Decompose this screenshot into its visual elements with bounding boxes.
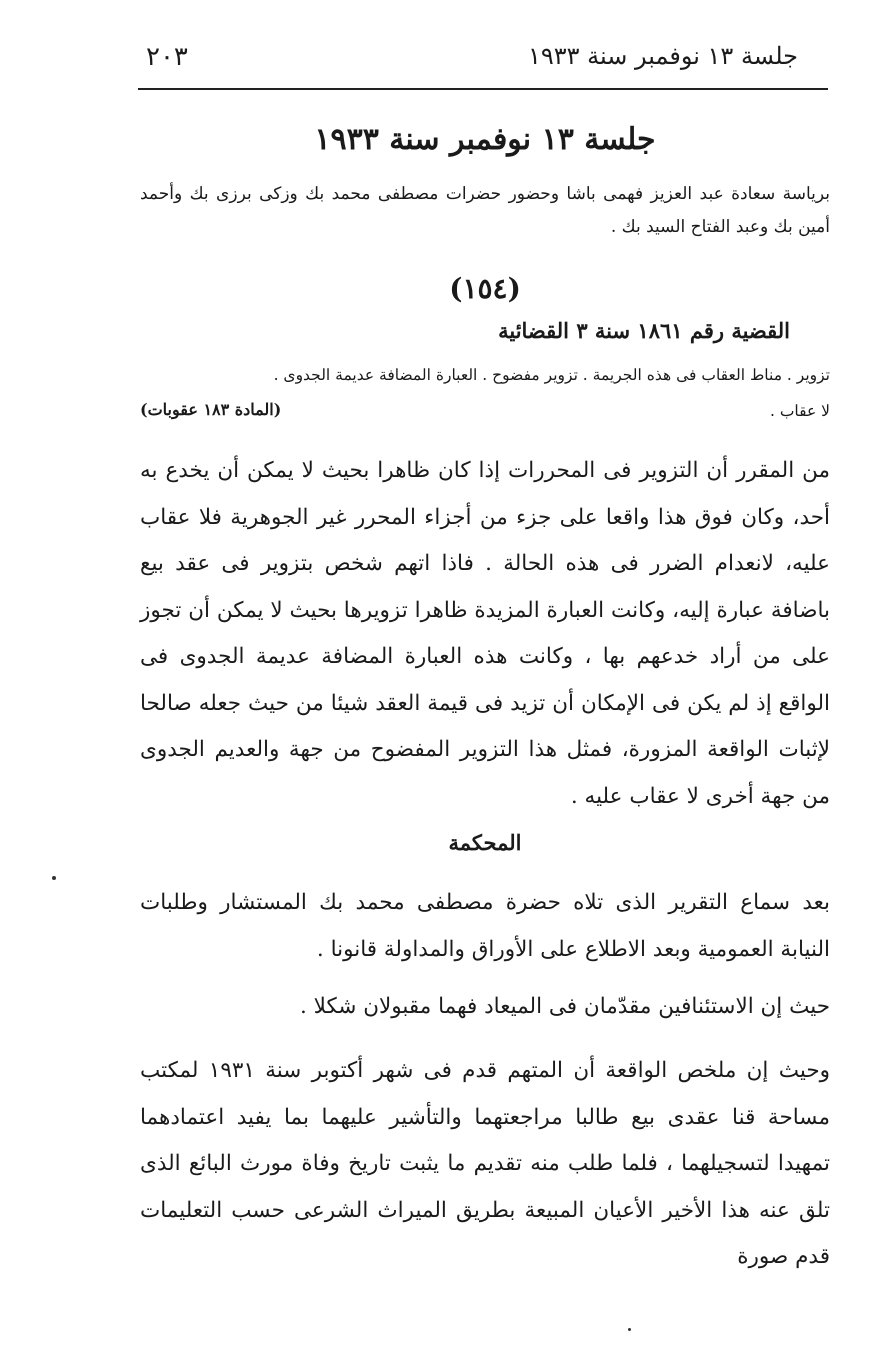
- running-title: جلسة ١٣ نوفمبر سنة ١٩٣٣: [527, 42, 798, 70]
- court-heading: المحكمة: [448, 830, 522, 855]
- case-reference: القضية رقم ١٨٦١ سنة ٣ القضائية: [498, 318, 790, 343]
- keywords-end: لا عقاب .: [769, 402, 830, 420]
- case-number: (١٥٤): [449, 272, 521, 305]
- judgment-paragraph: وحيث إن ملخص الواقعة أن المتهم قدم فى شهر أكتوبر سنة ١٩٣١ لمكتب مساحة قنا عقدى بيع طالبا مراجعتهما والتأشير عليهما بما يفيد اعتمادهما تمهيدا لتسجيلهما ، فلما طلب منه تقديم ما يثبت تاريخ وفاة مورث البائع الذى تلق عنه هذا الأخير الأعيان المبيعة بطريق الميراث الشرعى حسب التعليمات قدم صورة: [140, 1058, 830, 1269]
- session-title: جلسة ١٣ نوفمبر سنة ١٩٣٣: [314, 122, 656, 157]
- running-header: [140, 38, 820, 82]
- header-rule: [138, 88, 828, 90]
- scan-speck: [628, 1328, 631, 1331]
- case-keywords: تزوير . مناط العقاب فى هذه الجريمة . تزوير مفضوح . العبارة المضافة عديمة الجدوى .: [273, 366, 830, 384]
- article-reference: (المادة ١٨٣ عقوبات): [140, 400, 282, 419]
- presidency-line: برياسة سعادة عبد العزيز فهمى باشا وحضور حضرات مصطفى محمد بك وزكى برزى بك وأحمد أمين بك وعبد الفتاح السيد بك .: [140, 184, 830, 237]
- legal-principle: من المقرر أن التزوير فى المحررات إذا كان ظاهرا بحيث لا يمكن أن يخدع به أحد، وكان فوق هذا واقعا على جزء من أجزاء المحرر غير الجوهرية فلا عقاب عليه، لانعدام الضرر فى هذه الحالة . فاذا اتهم شخص بتزوير فى عقد بيع باضافة عبارة إليه، وكانت العبارة المزيدة ظاهرا تزويرها بحيث لا يمكن أن تجوز على من أراد خدعهم بها ، وكانت هذه العبارة المضافة عديمة الجدوى فى الواقع إذ لم يكن فى الإمكان أن تزيد فى قيمة العقد شيئا من حيث جعله صالحا لإثبات الواقعة المزورة، فمثل هذا التزوير المفضوح من جهة والعديم الجدوى من جهة أخرى لا عقاب عليه .: [140, 458, 830, 809]
- page-number: ٢٠٣: [146, 42, 188, 72]
- judgment-paragraph: حيث إن الاستئنافين مقدّمان فى الميعاد فهما مقبولان شكلا .: [300, 994, 830, 1019]
- scan-speck: [52, 876, 56, 880]
- keywords-line-2: [140, 396, 830, 430]
- judgment-paragraph: بعد سماع التقرير الذى تلاه حضرة مصطفى محمد بك المستشار وطلبات النيابة العمومية وبعد الاطلاع على الأوراق والمداولة قانونا .: [140, 890, 830, 962]
